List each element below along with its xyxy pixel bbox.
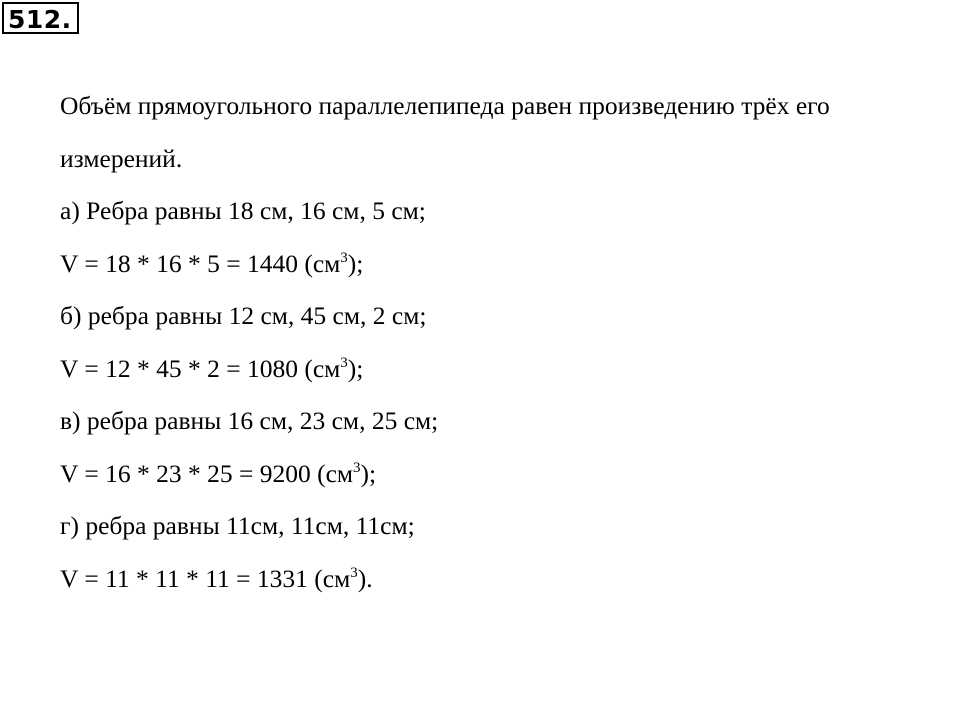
part-b-formula <box>60 343 960 396</box>
intro-line-2: измерений. <box>60 143 183 173</box>
part-b-exponent: 3 <box>340 354 348 371</box>
solution-text <box>60 80 960 605</box>
part-d-formula-text: V = 11 * 11 * 11 = 1331 (см <box>60 563 351 593</box>
part-b-formula-text: V = 12 * 45 * 2 = 1080 (см <box>60 353 341 383</box>
part-b-statement: б) ребра равны 12 см, 45 см, 2 см; <box>60 301 427 330</box>
part-b-formula-ending: ); <box>347 353 364 383</box>
part-c-formula-ending: ); <box>360 458 377 488</box>
part-a-formula-text: V = 18 * 16 * 5 = 1440 (см <box>60 248 341 278</box>
part-c-formula <box>60 448 960 501</box>
part-c-formula-text: V = 16 * 23 * 25 = 9200 (см <box>60 458 354 488</box>
part-c-exponent: 3 <box>353 459 361 476</box>
problem-number-box <box>2 2 79 34</box>
part-d-exponent: 3 <box>350 564 358 581</box>
part-a-statement: а) Ребра равны 18 см, 16 см, 5 см; <box>60 196 426 225</box>
part-d-statement: г) ребра равны 11см, 11см, 11см; <box>60 511 415 540</box>
part-a-formula-ending: ); <box>347 248 364 278</box>
intro-line-1: Объём прямоугольного параллелепипеда равен произведению трёх его <box>60 91 830 120</box>
part-a-exponent: 3 <box>340 249 348 266</box>
part-d-formula <box>60 553 960 606</box>
problem-number: 512. <box>8 5 72 34</box>
part-c-statement: в) ребра равны 16 см, 23 см, 25 см; <box>60 406 439 435</box>
part-d-formula-ending: ). <box>357 563 373 593</box>
part-a-formula <box>60 238 960 291</box>
